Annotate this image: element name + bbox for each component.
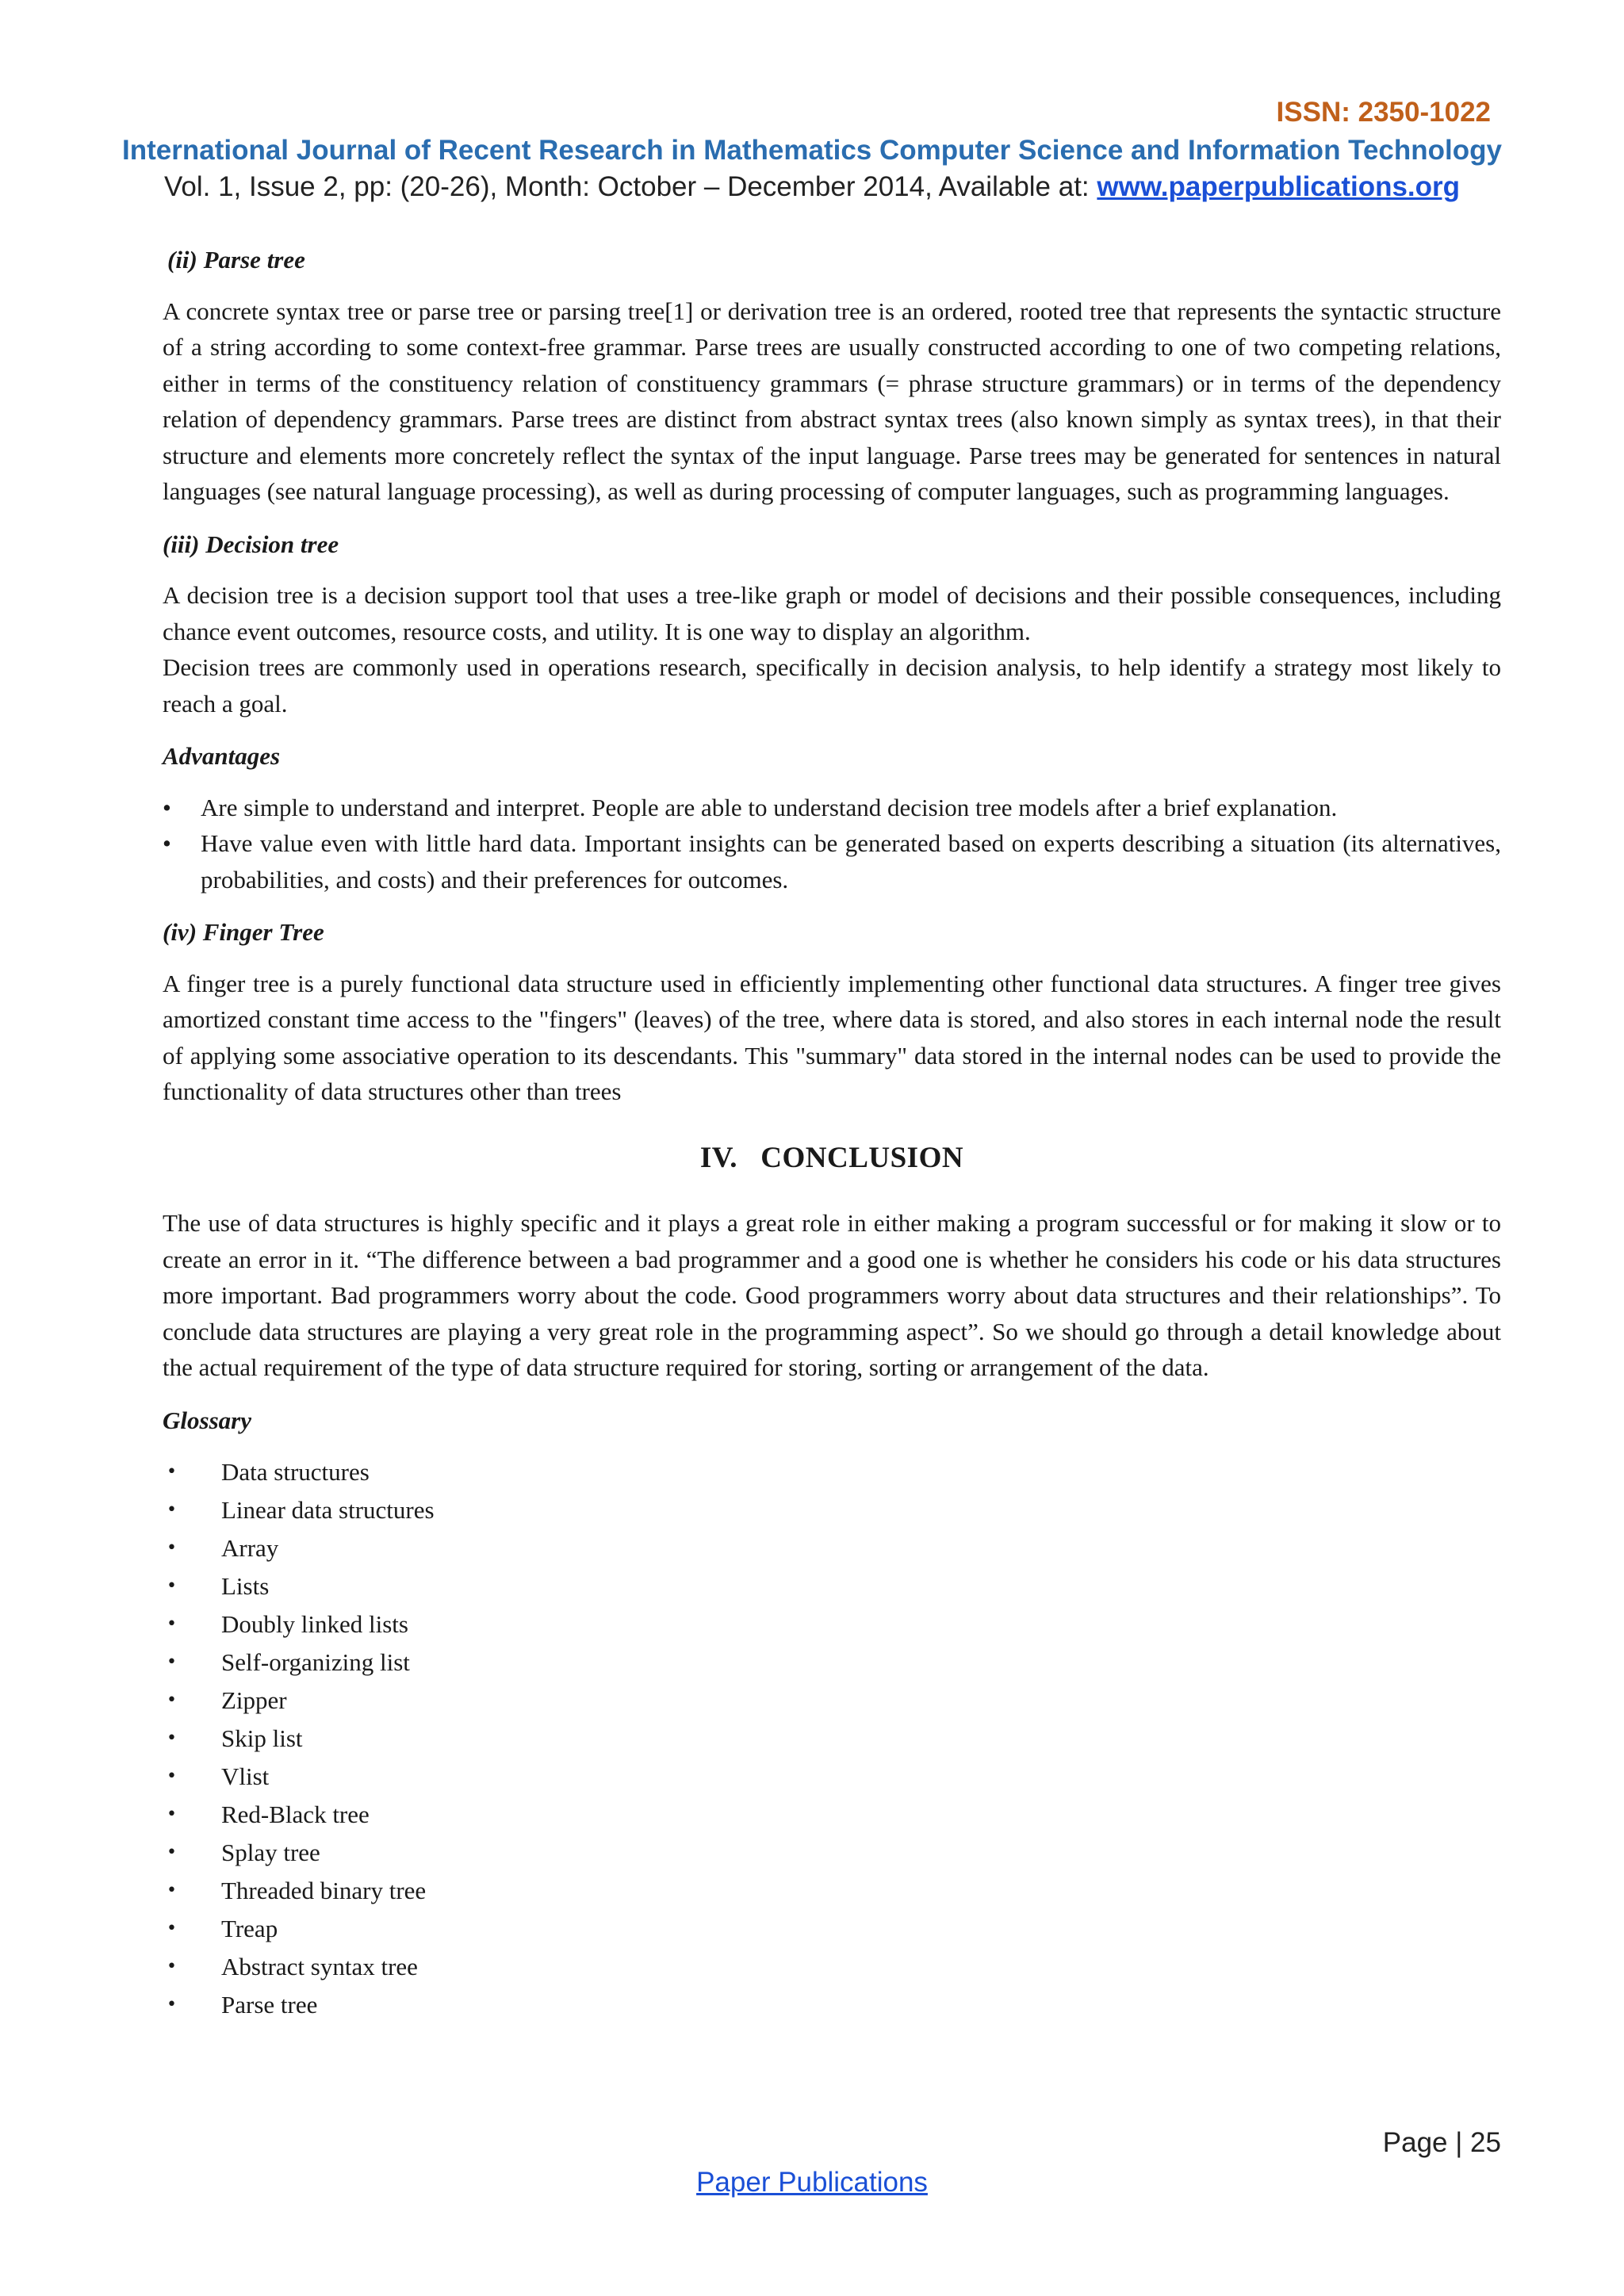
- list-item-text: Zipper: [221, 1686, 287, 1714]
- bullet-icon: •: [167, 1690, 177, 1710]
- bullet-icon: •: [167, 1881, 177, 1900]
- glossary-heading: Glossary: [163, 1406, 251, 1434]
- list-item: [163, 1720, 1501, 1758]
- list-item: [163, 1796, 1501, 1834]
- list-item-text: Have value even with little hard data. Important insights can be generated based on experts describing a situation (its alternatives, probabilities, and costs) and their preferences for outcomes.: [201, 829, 1501, 894]
- website-link[interactable]: www.paperpublications.org: [1097, 171, 1461, 202]
- list-item: [163, 1986, 1501, 2024]
- list-item-text: Threaded binary tree: [221, 1877, 427, 1904]
- bullet-icon: •: [167, 1728, 177, 1748]
- bullet-icon: •: [167, 1538, 177, 1558]
- conclusion-heading: [163, 1140, 1501, 1177]
- conclusion-heading-text: IV. CONCLUSION: [699, 1141, 964, 1174]
- bullet-icon: •: [163, 793, 171, 821]
- bullet-icon: •: [163, 829, 171, 857]
- parse-tree-heading: (ii) Parse tree: [167, 246, 305, 274]
- advantages-list: [163, 790, 1501, 898]
- volume-line: [0, 171, 1624, 203]
- list-item: [163, 1758, 1501, 1796]
- list-item-text: Abstract syntax tree: [221, 1953, 418, 1980]
- decision-tree-paragraph-2: Decision trees are commonly used in operations research, specifically in decision analysis, to help identify a strategy most likely to reach a goal.: [163, 653, 1501, 718]
- list-item-text: Self-organizing list: [221, 1648, 410, 1676]
- list-item: [163, 1567, 1501, 1605]
- list-item-text: Are simple to understand and interpret. People are able to understand decision tree models after a brief explanation.: [201, 793, 1338, 821]
- list-item-text: Lists: [221, 1572, 270, 1600]
- bullet-icon: •: [167, 1576, 177, 1596]
- bullet-icon: •: [167, 1652, 177, 1672]
- list-item-text: Array: [221, 1534, 279, 1562]
- conclusion-paragraph: The use of data structures is highly specific and it plays a great role in either making a program successful or for making it slow or to create an error in it. “The difference between a bad programmer and a good one is whether he considers his code or his data structures more important. Bad programmers worry about the code. Good programmers worry about data structures and their relationships”. To conclude data structures are playing a very great role in the programming aspect”. So we should go through a detail knowledge about the actual requirement of the type of data structure required for storing, sorting or arrangement of the data.: [163, 1209, 1501, 1381]
- list-item-text: Linear data structures: [221, 1496, 435, 1524]
- bullet-icon: •: [167, 1843, 177, 1862]
- bullet-icon: •: [167, 1462, 177, 1482]
- journal-title: International Journal of Recent Research in Mathematics Computer Science and Information Technology: [122, 135, 1502, 166]
- bullet-icon: •: [167, 1919, 177, 1938]
- list-item: [163, 1491, 1501, 1529]
- list-item: [163, 1948, 1501, 1986]
- article-body: [163, 242, 1501, 2024]
- list-item-text: Treap: [221, 1915, 278, 1942]
- volume-text: Vol. 1, Issue 2, pp: (20-26), Month: October – December 2014, Available at:: [163, 171, 1097, 202]
- list-item-text: Parse tree: [221, 1991, 318, 2019]
- glossary-list: [163, 1453, 1501, 2024]
- decision-tree-heading: (iii) Decision tree: [163, 530, 339, 558]
- list-item-text: Doubly linked lists: [221, 1610, 408, 1638]
- list-item: [163, 1605, 1501, 1644]
- finger-tree-paragraph: A finger tree is a purely functional data structure used in efficiently implementing other functional data structures. A finger tree gives amortized constant time access to the "fingers" (leaves) of the tree, where data is stored, and also stores in each internal node the result of applying some associative operation to its descendants. This "summary" data stored in the internal nodes can be used to provide the functionality of data structures other than trees: [163, 969, 1501, 1105]
- bullet-icon: •: [167, 1614, 177, 1634]
- page-number: Page | 25: [1382, 2127, 1501, 2158]
- list-item-text: Splay tree: [221, 1839, 320, 1866]
- list-item: [163, 1682, 1501, 1720]
- bullet-icon: •: [167, 1957, 177, 1976]
- list-item-text: Data structures: [221, 1458, 370, 1486]
- parse-tree-paragraph: A concrete syntax tree or parse tree or parsing tree[1] or derivation tree is an ordered, rooted tree that represents the syntactic structure of a string according to some context-free grammar. Parse trees are usually constructed according to one of two competing relations, either in terms of the constituency relation of constituency grammars (= phrase structure grammars) or in terms of the dependency relation of dependency grammars. Parse trees are distinct from abstract syntax trees (also known simply as syntax trees), in that their structure and elements more concretely reflect the syntax of the input language. Parse trees may be generated for sentences in natural languages (see natural language processing), as well as during processing of computer languages, such as programming languages.: [163, 297, 1501, 505]
- bullet-icon: •: [167, 1995, 177, 2015]
- finger-tree-heading: (iv) Finger Tree: [163, 918, 324, 946]
- list-item: [163, 1872, 1501, 1910]
- list-item: [163, 1453, 1501, 1491]
- list-item: [163, 1529, 1501, 1567]
- list-item: [163, 825, 1501, 897]
- list-item-text: Red-Black tree: [221, 1800, 370, 1828]
- list-item: [163, 1910, 1501, 1948]
- bullet-icon: •: [167, 1500, 177, 1520]
- list-item-text: Vlist: [221, 1762, 270, 1790]
- decision-tree-paragraph-1: A decision tree is a decision support tool that uses a tree-like graph or model of decisions and their possible consequences, including chance event outcomes, resource costs, and utility. It is one way to display an algorithm.: [163, 581, 1501, 645]
- list-item: [163, 1644, 1501, 1682]
- bullet-icon: •: [167, 1804, 177, 1824]
- publisher-link[interactable]: Paper Publications: [696, 2167, 928, 2198]
- bullet-icon: •: [167, 1766, 177, 1786]
- issn-label: ISSN: 2350-1022: [1276, 97, 1491, 128]
- list-item: [163, 1834, 1501, 1872]
- advantages-heading: Advantages: [163, 742, 281, 770]
- list-item-text: Skip list: [221, 1724, 303, 1752]
- list-item: [163, 790, 1501, 826]
